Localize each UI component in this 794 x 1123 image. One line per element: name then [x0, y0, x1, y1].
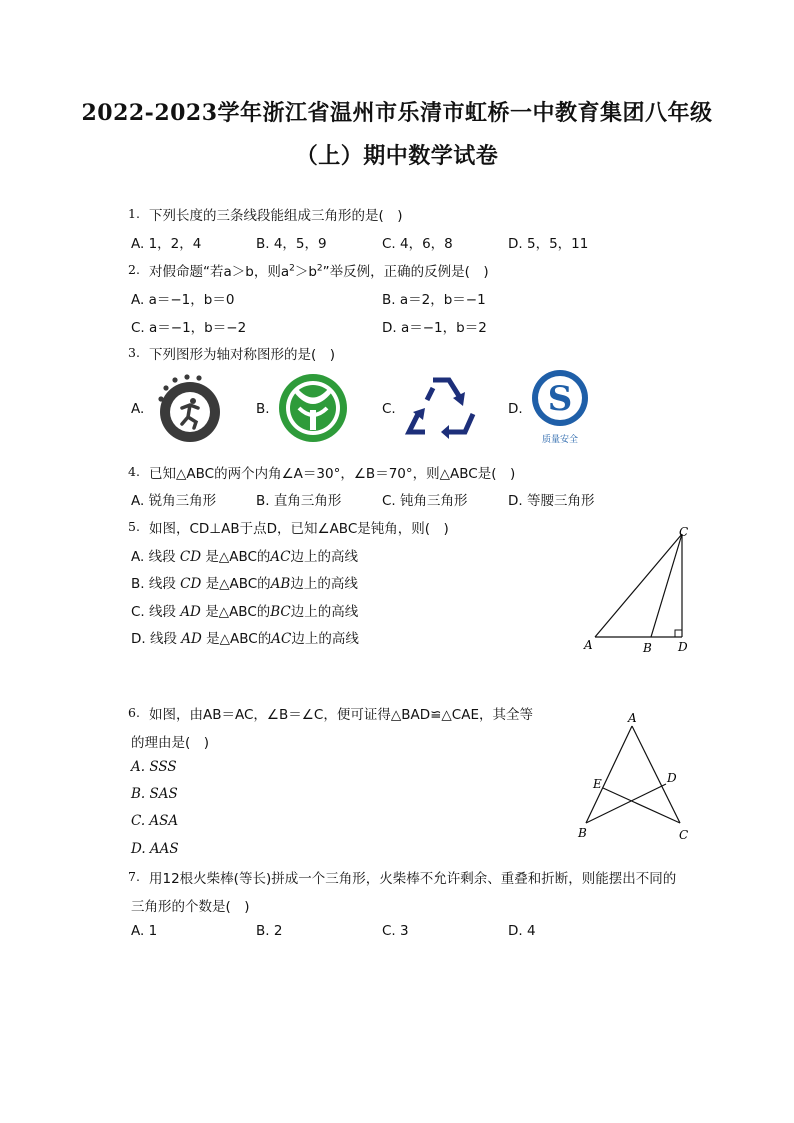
option-a: A. 1 [131, 923, 158, 939]
stem-part: ”举反例，正确的反例是( ) [322, 264, 489, 280]
option-a: A. 锐角三角形 [131, 493, 217, 509]
option-d [131, 627, 359, 647]
right-angle-mark [675, 630, 682, 637]
option-c: C. 3 [382, 923, 409, 939]
question-stem [149, 260, 489, 280]
option-a-label: A. [131, 401, 145, 417]
question-number: 7. [128, 869, 140, 884]
option-b: B. 4，5，9 [256, 236, 327, 252]
segment-name: CD [180, 576, 202, 592]
question-number: 1. [128, 206, 140, 221]
label-e: E [593, 777, 602, 791]
question-number: 6. [128, 705, 140, 720]
segment-name: AD [181, 631, 202, 647]
option-text: B. 线段 [131, 576, 176, 592]
segment-name: AD [180, 604, 201, 620]
label-b: B [578, 826, 587, 840]
option-text: 边上的高线 [291, 631, 359, 647]
triangle-figure-q6 [572, 708, 697, 844]
option-text: 边上的高线 [290, 576, 358, 592]
option-text: A. 线段 [131, 549, 176, 565]
option-text: 是△ABC的 [205, 576, 271, 592]
option-b: B. 2 [256, 923, 283, 939]
label-c: C [679, 828, 689, 842]
question-number: 3. [128, 345, 140, 360]
option-d: D. 5，5，11 [508, 236, 589, 252]
logo-a-running-person-icon [152, 372, 224, 444]
option-a: A. 1，2，4 [131, 236, 202, 252]
question-stem: 下列长度的三条线段能组成三角形的是( ) [149, 208, 403, 224]
label-c: C [679, 525, 689, 539]
exam-title-line-1: 2022-2023学年浙江省温州市乐清市虹桥一中教育集团八年级 [81, 100, 713, 126]
line-ab [586, 726, 632, 823]
logo-d-quality-safety-icon [528, 368, 592, 448]
triangle-figure-q5 [575, 522, 695, 657]
superscript: 2 [316, 263, 323, 274]
option-d-label: D. [508, 401, 523, 417]
option-d: D. 4 [508, 923, 536, 939]
logo-c-recycle-icon [403, 374, 479, 442]
stem-part: 对假命题“若a＞b，则a [149, 264, 290, 280]
segment-name: CD [179, 549, 202, 565]
logo-d-letter: S [547, 379, 573, 419]
question-stem-line-1: 如图，由AB＝AC，∠B＝∠C，便可证得△BAD≌△CAE，其全等 [149, 707, 533, 723]
option-c: C. 4，6，8 [382, 236, 453, 252]
question-stem-line-2: 的理由是( ) [131, 735, 210, 751]
question-stem-line-1: 用12根火柴棒(等长)拼成一个三角形，火柴棒不允许剩余、重叠和折断，则能摆出不同的 [149, 871, 677, 887]
side-name: AC [271, 631, 292, 647]
option-b: B. a＝2，b＝−1 [382, 292, 486, 308]
option-b-label: B. [256, 401, 270, 417]
line-bc [651, 534, 682, 637]
option-a: A. SSS [131, 759, 177, 775]
label-a: A [628, 711, 637, 725]
option-c-label: C. [382, 401, 396, 417]
option-c: C. a＝−1，b＝−2 [131, 320, 247, 336]
question-stem: 如图，CD⊥AB于点D，已知∠ABC是钝角，则( ) [149, 521, 449, 537]
option-c: C. 钝角三角形 [382, 493, 468, 509]
option-a [131, 545, 358, 565]
question-number: 2. [128, 262, 140, 277]
option-d: D. 等腰三角形 [508, 493, 595, 509]
option-d: D. a＝−1，b＝2 [382, 320, 487, 336]
label-d: D [667, 771, 677, 785]
option-c [131, 600, 358, 620]
option-d: D. AAS [131, 841, 179, 857]
line-ac [595, 534, 682, 637]
option-text: 边上的高线 [290, 604, 359, 620]
option-text: 是△ABC的 [205, 549, 271, 565]
label-a: A [584, 638, 593, 652]
option-text: 边上的高线 [290, 549, 359, 565]
option-text: 是△ABC的 [205, 604, 271, 620]
superscript: 2 [289, 263, 295, 274]
option-a: A. a＝−1，b＝0 [131, 292, 235, 308]
option-text: D. 线段 [131, 631, 177, 647]
option-b [131, 572, 358, 592]
option-b: B. 直角三角形 [256, 493, 342, 509]
option-c: C. ASA [131, 813, 179, 829]
side-name: AB [270, 576, 291, 592]
logo-d-caption: 质量安全 [541, 435, 579, 445]
question-number: 4. [128, 464, 140, 479]
option-text: 是△ABC的 [206, 631, 272, 647]
logo-b-green-food-icon [276, 372, 350, 444]
question-stem: 下列图形为轴对称图形的是( ) [149, 347, 336, 363]
question-stem-line-2: 三角形的个数是( ) [131, 899, 250, 915]
side-name: BC [270, 604, 291, 620]
stem-part: ＞b [294, 264, 317, 280]
label-b: B [643, 641, 652, 655]
exam-title-line-2: （上）期中数学试卷 [295, 143, 499, 169]
side-name: AC [270, 549, 291, 565]
line-ce [603, 788, 680, 823]
option-b: B. SAS [131, 786, 178, 802]
question-number: 5. [128, 519, 140, 534]
question-stem: 已知△ABC的两个内角∠A＝30°，∠B＝70°，则△ABC是( ) [149, 466, 516, 482]
label-d: D [678, 640, 688, 654]
option-text: C. 线段 [131, 604, 177, 620]
